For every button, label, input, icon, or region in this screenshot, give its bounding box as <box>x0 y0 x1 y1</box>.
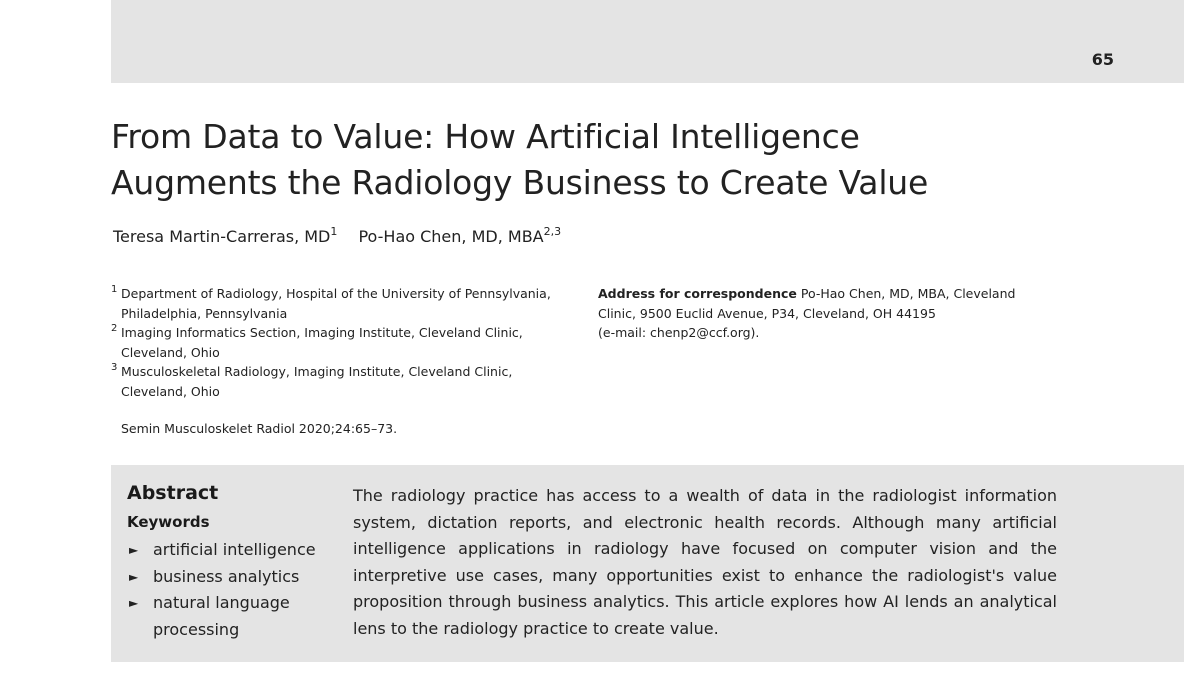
article-title <box>111 114 1111 206</box>
affiliation-number: 1 <box>111 284 118 295</box>
correspondence-line: Clinic, 9500 Euclid Avenue, P34, Cleveland, OH 44195 <box>598 305 936 321</box>
header-band <box>111 0 1184 83</box>
arrow-right-icon: ► <box>129 596 139 610</box>
affiliation-line: Cleveland, Ohio <box>121 344 220 360</box>
author-name: Po-Hao Chen, MD, MBA <box>358 227 544 246</box>
correspondence-line: (e-mail: chenp2@ccf.org). <box>598 325 760 341</box>
author-name: Teresa Martin-Carreras, MD <box>113 227 331 246</box>
affiliation-item <box>111 323 581 362</box>
abstract-heading: Abstract <box>127 482 219 504</box>
affiliation-line: Cleveland, Ohio <box>121 383 220 399</box>
affiliation-line: Imaging Informatics Section, Imaging Institute, Cleveland Clinic, <box>121 325 523 341</box>
author-affiliation-mark: 1 <box>330 225 338 238</box>
affiliation-item <box>111 284 581 323</box>
keywords-heading: Keywords <box>127 513 210 531</box>
affiliation-number: 3 <box>111 362 118 374</box>
title-line-2: Augments the Radiology Business to Create Value <box>111 163 929 202</box>
affiliation-line: Musculoskeletal Radiology, Imaging Institute, Cleveland Clinic, <box>121 364 513 380</box>
correspondence-address <box>598 284 1038 343</box>
abstract-box <box>111 465 1184 662</box>
keyword-text: artificial intelligence <box>153 540 316 559</box>
citation: Semin Musculoskelet Radiol 2020;24:65–73. <box>121 421 398 436</box>
keyword-text: business analytics <box>153 566 300 586</box>
keyword-item <box>129 564 344 591</box>
keyword-item <box>129 590 344 643</box>
arrow-right-icon: ► <box>129 569 139 584</box>
correspondence-line <box>598 284 1038 304</box>
affiliation-line: Philadelphia, Pennsylvania <box>121 305 288 321</box>
keyword-text: natural language processing <box>153 593 290 639</box>
affiliation-item <box>111 362 581 401</box>
title-line-1: From Data to Value: How Artificial Intelligence <box>111 117 860 156</box>
abstract-text: The radiology practice has access to a wealth of data in the radiologist information system, dictation reports, and electronic health records. Although many artificial intelligence applications in radiology have focused on computer vision and the interpretive use cases, many opportunities exist to enhance the radiologist's value proposition through business analytics. This article explores how AI lends an analytical lens to the radiology practice to create value. <box>353 486 1057 638</box>
affiliation-line: Department of Radiology, Hospital of the University of Pennsylvania, <box>121 286 551 301</box>
author-affiliation-mark: 2,3 <box>543 225 562 238</box>
keyword-list <box>129 537 344 643</box>
arrow-right-icon: ► <box>129 543 139 557</box>
correspondence-text: Po-Hao Chen, MD, MBA, Cleveland <box>800 286 1016 301</box>
correspondence-label: Address for correspondence <box>598 286 797 301</box>
affiliation-number: 2 <box>111 323 118 335</box>
author-list <box>113 227 561 246</box>
affiliation-list <box>111 284 581 402</box>
keyword-item <box>129 537 344 564</box>
page-number: 65 <box>1091 50 1114 69</box>
